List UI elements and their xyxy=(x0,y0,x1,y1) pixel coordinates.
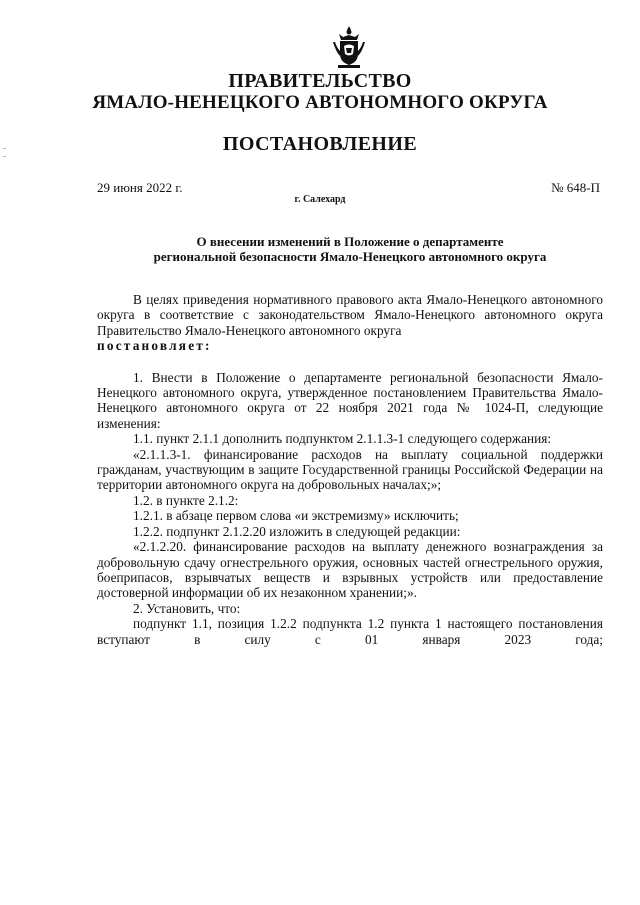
subject-line-2: региональной безопасности Ямало-Ненецкого автономного округа xyxy=(153,249,547,264)
paragraph-1-1-text: «2.1.1.3-1. финансирование расходов на выплату социальной поддержки гражданам, участвующим в защите Государственной границы Российской Федерации на территории автономного округа на добровольных началах;»; xyxy=(97,446,603,493)
paragraph-1-2-2: 1.2.2. подпункт 2.1.2.20 изложить в следующей редакции: xyxy=(133,523,461,539)
resolves-line xyxy=(97,338,603,353)
resolves-word: постановляет xyxy=(97,338,206,354)
document-place: г. Салехард xyxy=(294,194,346,205)
paragraph-1-1: 1.1. пункт 2.1.1 дополнить подпунктом 2.1.1.3-1 следующего содержания: xyxy=(133,431,552,447)
coat-of-arms-emblem xyxy=(329,24,369,70)
government-title: ПРАВИТЕЛЬСТВО xyxy=(228,70,412,92)
document-date: 29 июня 2022 г. xyxy=(97,180,183,195)
paragraph-2: 2. Установить, что: xyxy=(133,600,241,616)
paragraph-1-2-2-text: «2.1.2.20. финансирование расходов на выплату денежного вознаграждения за добровольную сдачу огнестрельного оружия, основных частей огнестрельного оружия, боеприпасов, взрывчатых веществ и взрывных устройств или предоставление достоверной информации об их незаконном хранении;». xyxy=(97,539,603,601)
preamble-paragraph xyxy=(97,292,603,338)
document-body xyxy=(97,292,603,647)
paragraph-1-2: 1.2. в пункте 2.1.2: xyxy=(133,492,239,508)
paragraph-2-text: подпункт 1.1, позиция 1.2.2 подпункта 1.2 пункта 1 настоящего постановления вступают в силу с 01 января 2023 года; xyxy=(97,616,603,647)
margin-mark xyxy=(3,148,6,149)
region-title: ЯМАЛО-НЕНЕЦКОГО АВТОНОМНОГО ОКРУГА xyxy=(92,92,548,113)
paragraph-1: 1. Внести в Положение о департаменте региональной безопасности Ямало-Ненецкого автономного округа, утвержденное постановлением Правительства Ямало-Ненецкого автономного округа от 22 ноября 2021 года № 1024-П, следующие изменения: xyxy=(97,369,603,431)
preamble-text: В целях приведения нормативного правового акта Ямало-Ненецкого автономного округа в соответствие с законодательством Ямало-Ненецкого автономного округа Правительство Ямало-Ненецкого автономного округа xyxy=(97,292,603,338)
document-subject xyxy=(100,234,600,264)
margin-mark xyxy=(3,156,6,157)
resolves-colon: : xyxy=(205,338,210,354)
paragraph-1-2-1: 1.2.1. в абзаце первом слова «и экстремизму» исключить; xyxy=(133,508,459,524)
subject-line-1: О внесении изменений в Положение о департаменте xyxy=(196,234,504,249)
document-number: № 648-П xyxy=(551,180,600,195)
document-type-title: ПОСТАНОВЛЕНИЕ xyxy=(222,133,418,155)
